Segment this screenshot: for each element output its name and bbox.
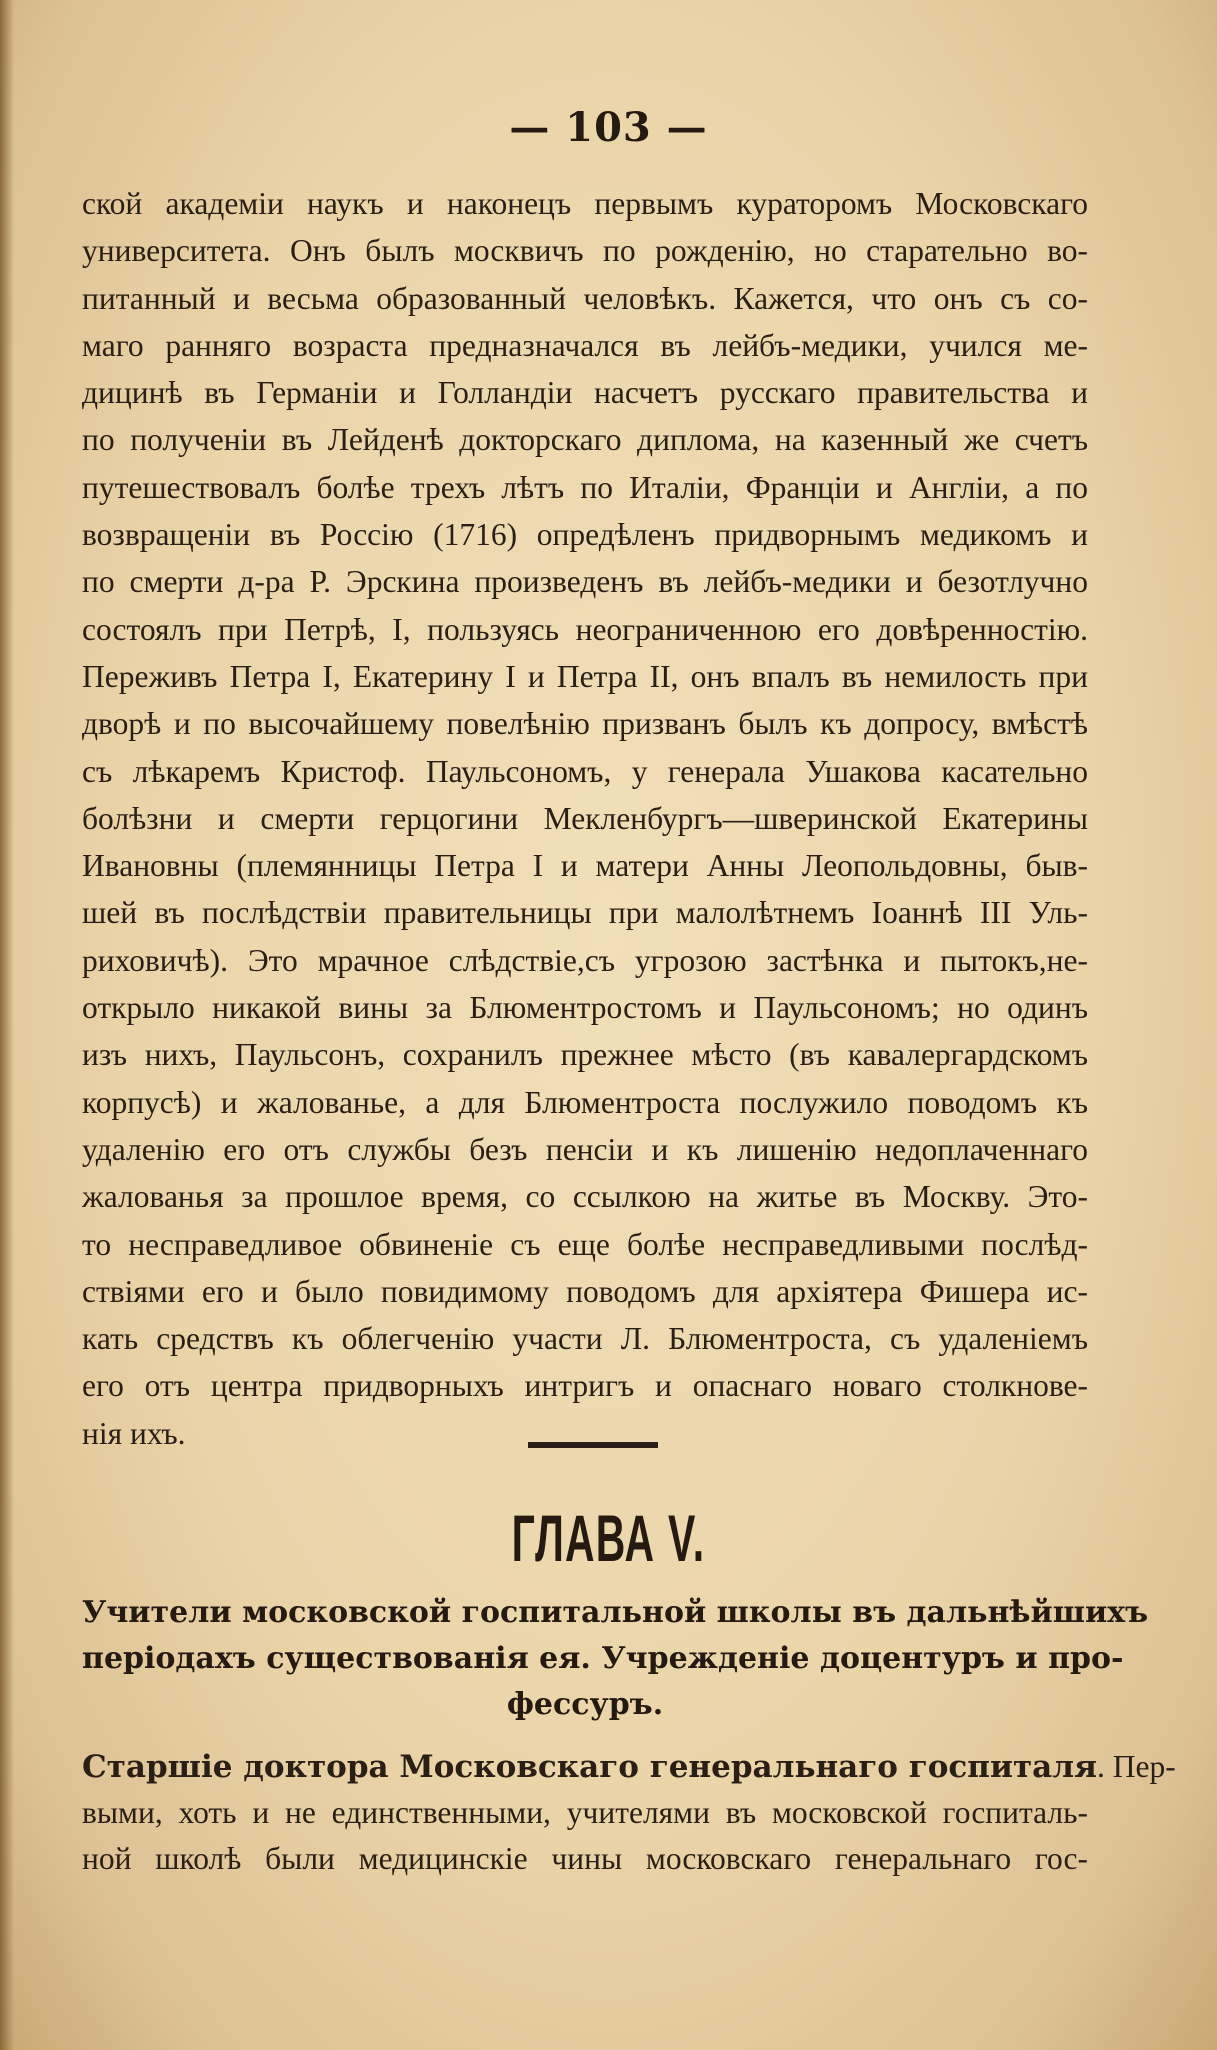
chapter-subtitle (82, 1590, 1149, 1728)
text-line: питанный и весьма образованный человѣкъ. Кажется, что онъ съ со- (82, 280, 1088, 316)
text-line: ской академіи наукъ и наконецъ первымъ кураторомъ Московскаго (82, 186, 1088, 221)
text-line: дворѣ и по высочайшему повелѣнію призванъ былъ къ допросу, вмѣстѣ (82, 706, 1088, 742)
text-line: ной школѣ были медицинскіе чины московскаго генеральнаго гос- (82, 1841, 1088, 1876)
text-line: нія ихъ. (82, 1415, 186, 1451)
text-line: возвращеніи въ Россію (1716) опредѣленъ придворнымъ медикомъ и (82, 517, 1088, 553)
text-line: Переживъ Петра I, Екатерину I и Петра II, онъ впалъ въ немилость при (82, 658, 1088, 694)
text-line: по смерти д-ра Р. Эрскина произведенъ въ лейбъ-медики и безотлучно (82, 564, 1088, 600)
subtitle-line: періодахъ существованія ея. Учрежденіе доцентуръ и про- (82, 1641, 1124, 1676)
text-line: то несправедливое обвиненіе съ еще болѣе несправедливыми послѣд- (82, 1226, 1088, 1262)
text-line: университета. Онъ былъ москвичъ по рожденію, но старательно во- (82, 233, 1088, 269)
text-fragment: . Пер- (1097, 1749, 1176, 1784)
subtitle-line: фессуръ. (506, 1687, 664, 1722)
text-line: шей въ послѣдствіи правительницы при малолѣтнемъ Іоаннѣ III Уль- (82, 895, 1088, 931)
text-line: жалованья за прошлое время, со ссылкою на житье въ Москву. Это- (82, 1179, 1088, 1215)
text-line: болѣзни и смерти герцогини Мекленбургъ—шверинской Екатерины (82, 800, 1088, 836)
text-line: его отъ центра придворныхъ интригъ и опаснаго новаго столкнове- (82, 1368, 1088, 1404)
text-line: открыло никакой вины за Блюментростомъ и Паульсономъ; но одинъ (82, 990, 1088, 1026)
text-line: кать средствъ къ облегченію участи Л. Блюментроста, съ удаленіемъ (82, 1321, 1088, 1357)
page-number: — 103 — (509, 104, 708, 151)
text-line: Ивановны (племянницы Петра I и матери Анны Леопольдовны, быв- (82, 848, 1088, 884)
text-line: съ лѣкаремъ Кристоф. Паульсономъ, у генерала Ушакова касательно (82, 753, 1088, 789)
text-line: выми, хоть и не единственными, учителями въ московской госпиталь- (82, 1795, 1088, 1830)
chapter-paragraph (82, 1744, 1176, 1882)
text-line (82, 1744, 1176, 1790)
text-line: маго ранняго возраста предназначался въ лейбъ-медики, учился ме- (82, 327, 1088, 363)
section-divider (528, 1442, 658, 1448)
chapter-title: ГЛАВА V. (511, 1501, 706, 1575)
text-line: путешествовалъ болѣе трехъ лѣтъ по Италіи, Франціи и Англіи, а по (82, 469, 1088, 505)
text-line: по полученіи въ Лейденѣ докторскаго диплома, на казенный же счетъ (82, 422, 1088, 458)
text-line: состоялъ при Петрѣ, I, пользуясь неограниченною его довѣренностію. (82, 611, 1088, 647)
body-paragraph (82, 180, 1088, 1457)
text-line: корпусѣ) и жалованье, а для Блюментроста послужило поводомъ къ (82, 1084, 1088, 1120)
text-line: дицинѣ въ Германіи и Голландіи насчетъ русскаго правительства и (82, 375, 1088, 411)
text-line: удаленію его отъ службы безъ пенсіи и къ лишенію недоплаченнаго (82, 1131, 1088, 1167)
paragraph-lead: Старшіе доктора Московскаго генеральнаго госпиталя (82, 1749, 1098, 1785)
page-edge-shadow (0, 0, 14, 2050)
text-line: ствіями его и было повидимому поводомъ для архіятера Фишера ис- (82, 1273, 1088, 1309)
text-line: риховичѣ). Это мрачное слѣдствіе,съ угрозою застѣнка и пытокъ,не- (82, 942, 1088, 978)
subtitle-line: Учители московской госпитальной школы въ дальнѣйшихъ (82, 1595, 1149, 1630)
text-line: изъ нихъ, Паульсонъ, сохранилъ прежнее мѣсто (въ кавалергардскомъ (82, 1037, 1088, 1073)
